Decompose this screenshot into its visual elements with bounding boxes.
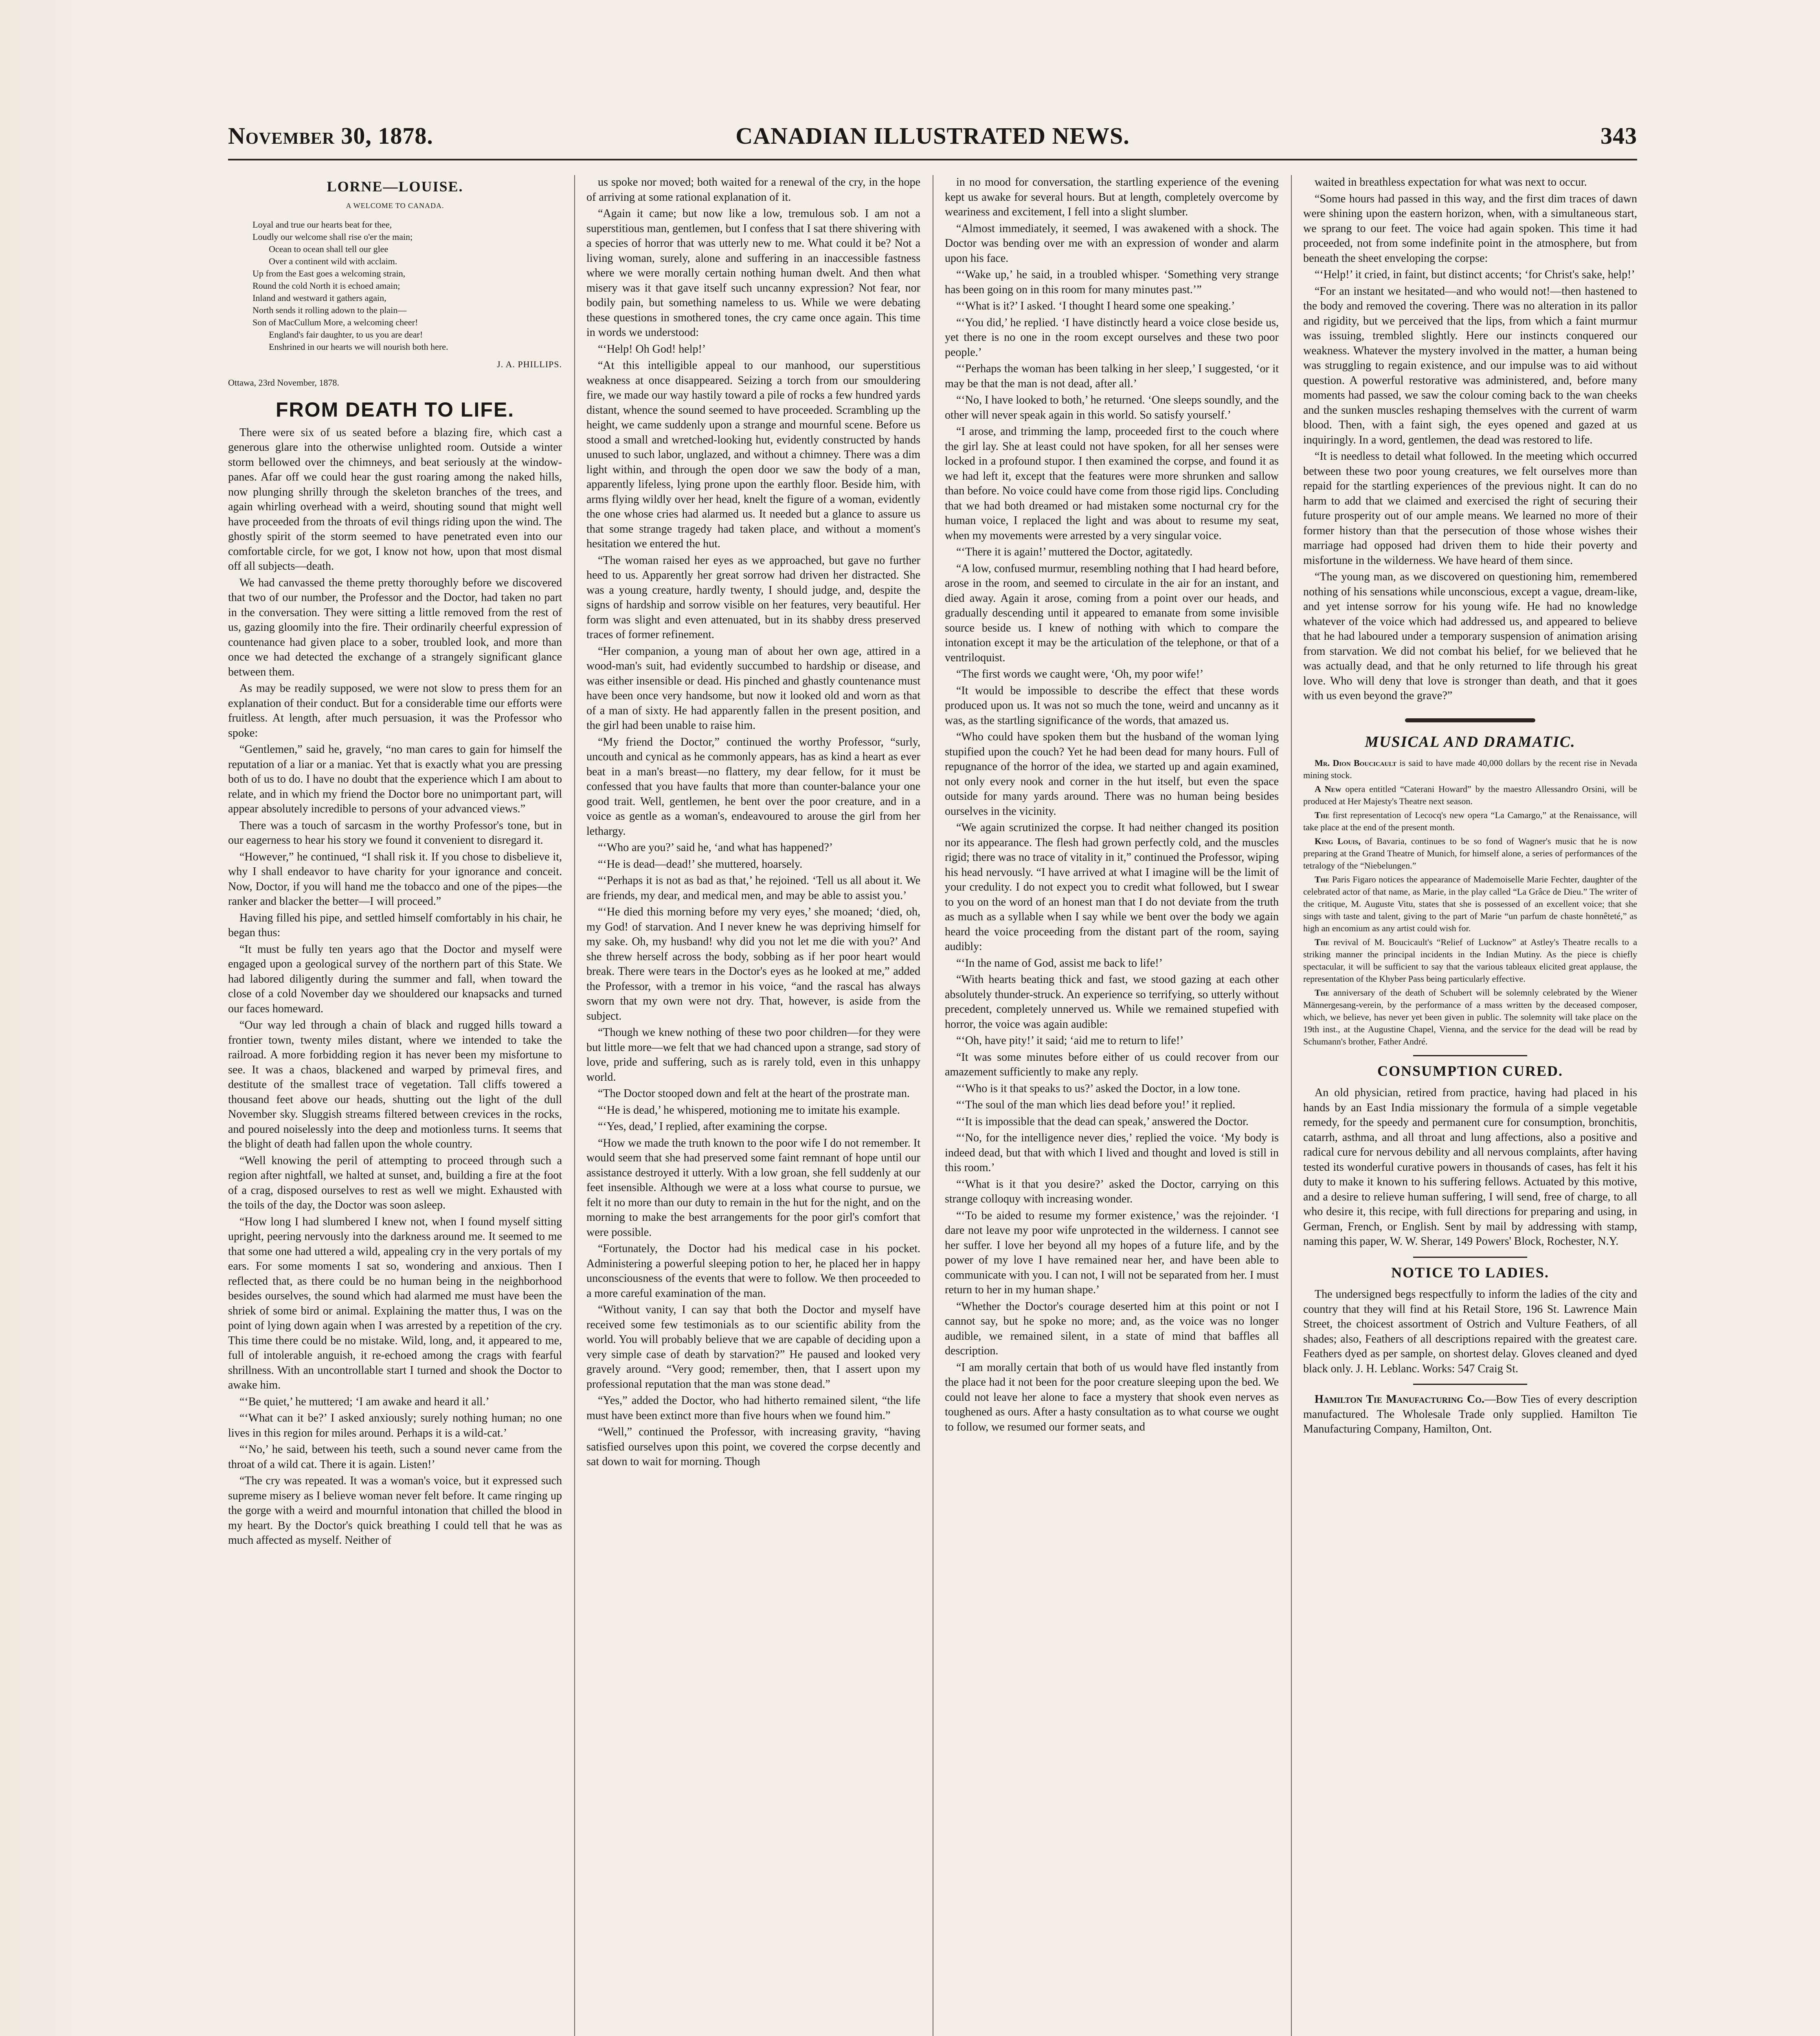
story-paragraph: “A low, confused murmur, resembling nothing that I had heard before, arose in the room, and seemed to circulate in the air for an instant, and died away. Again it arose, coming from a point over our heads, and gradually descending until it appeared to emanate from some invisible source beside us. I knew of nothing with which to compare the intonation except it may be the articulation of the telephone, or that of a ventriloquist. <box>945 562 1279 664</box>
consumption-title: CONSUMPTION CURED. <box>1377 1062 1563 1079</box>
story-paragraph: “Gentlemen,” said he, gravely, “no man cares to gain for himself the reputation of a liar or a maniac. Yet that is exactly what you are pressing both of us to do. I have no doubt that the experience which I am about to relate, and in which my friend the Doctor bore no unimportant part, will appear absolutely incredible to persons of your advanced views.” <box>228 743 562 815</box>
page-header <box>228 122 1637 151</box>
section-rule <box>1413 1055 1527 1056</box>
story-paragraph: “Well,” continued the Professor, with increasing gravity, “having satisfied ourselves upon this point, we covered the corpse decently and sat down to wait for morning. Though <box>586 1426 920 1468</box>
story-paragraph: “It is needless to detail what followed. In the meeting which occurred between these two poor young creatures, we felt ourselves more than repaid for the startling experiences of the previous night. It can do no harm to add that we claimed and exercised the right of securing their future prosperity out of our ample means. We learned no more of their former history than that the persecution of those whose wishes their marriage had opposed had driven them to hide their poverty and misfortune in the wilderness. We have heard of them since. <box>1303 450 1637 567</box>
column-divider <box>1291 175 1292 2036</box>
column-1 <box>228 175 562 2036</box>
musical-items <box>1303 757 1637 1048</box>
column-2 <box>586 175 920 2036</box>
news-item <box>1303 809 1637 834</box>
story-paragraph: “The young man, as we discovered on questioning him, remembered nothing of his sensations while unconscious, except a vague, dream-like, and yet intense sorrow for his young wife. He had no knowledge whatever of the voice which had addressed us, and appeared to believe that he had laboured under a temporary suspension of animation arising from starvation. We did not combat his belief, for we believed that he was actually dead, and that he only returned to life through his great love. Who will deny that love is stronger than death, and that it goes with us even beyond the grave?” <box>1303 570 1637 702</box>
ladies-title: NOTICE TO LADIES. <box>1391 1264 1549 1281</box>
story-paragraph: “‘He died this morning before my very eyes,’ she moaned; ‘died, oh, my God! of starvation. And I never knew he was depriving himself for my sake. Oh, my husband! why did you not let me die with you?’ And she threw herself across the body, sobbing as if her poor heart would break. There were tears in the Doctor's eyes as he looked at me,” added the Professor, with a tremor in his voice, “and the rascal has always sworn that my own were not dry. That, however, is aside from the subject. <box>586 906 920 1022</box>
poem-body <box>252 219 562 353</box>
header-rule <box>228 159 1637 160</box>
story-paragraph: “With hearts beating thick and fast, we stood gazing at each other absolutely thunder-struck. An experience so terrifying, so utterly without precedent, completely unnerved us. While we remained stupefied with horror, the voice was again audible: <box>945 973 1279 1031</box>
story-paragraph: “‘What is it that you desire?’ asked the Doctor, carrying on this strange colloquy with increasing wonder. <box>945 1178 1279 1205</box>
story-paragraph: “At this intelligible appeal to our manhood, our superstitious weakness at once disappeared. Seizing a torch from our smouldering fire, we made our way hastily toward a pile of rocks a few hundred yards distant, whence the sound seemed to have proceeded. Scrambling up the height, we came suddenly upon a strange and mournful scene. Before us stood a small and wretched-looking hut, evidently constructed by hands unused to such labor, unglazed, and without a chimney. There was a dim light within, and through the open door we saw the body of a man, apparently lifeless, lying prone upon the earthly floor. Beside him, with arms flying wildly over her head, knelt the figure of a woman, evidently the one whose cries had alarmed us. It needed but a glance to assure us that some strange tragedy had taken place, and without a moment's hesitation we entered the hut. <box>586 359 920 550</box>
story-paragraph: Having filled his pipe, and settled himself comfortably in his chair, he began thus: <box>228 911 562 939</box>
story-paragraph: “Well knowing the peril of attempting to proceed through such a region after nightfall, we halted at sunset, and, building a fire at the foot of a crag, disposed ourselves to rest as well we might. Exhausted with the toils of the day, the Doctor was soon asleep. <box>228 1154 562 1211</box>
poem-line: Round the cold North it is echoed amain; <box>252 281 400 291</box>
story-paragraph: “I arose, and trimming the lamp, proceeded first to the couch where the girl lay. She at least could not have spoken, for all her senses were locked in a profound stupor. I then examined the corpse, and found it as we had left it, except that the features were more shrunken and sallow than before. No voice could have come from those rigid lips. Concluding that we had both dreamed or had mistaken some nocturnal cry for the human voice, I replaced the light and was about to resume my seat, when my movements were arrested by a very singular voice. <box>945 425 1279 542</box>
news-item-lead: The <box>1315 937 1330 947</box>
story-paragraph: “‘Yes, dead,’ I replied, after examining the corpse. <box>598 1120 828 1133</box>
story-paragraph: “‘Help!’ it cried, in faint, but distinct accents; ‘for Christ's sake, help!’ <box>1315 268 1635 281</box>
story-paragraph: “‘You did,’ he replied. ‘I have distinctly heard a voice close beside us, yet there is no one in the room except ourselves and these two poor people.’ <box>945 316 1279 359</box>
news-item-text: first representation of Lecocq's new opera “La Camargo,” at the Renaissance, will take place at the end of the present month. <box>1303 810 1637 832</box>
news-item-lead: King Louis, <box>1315 836 1361 846</box>
poem-title: LORNE—LOUISE. <box>327 178 463 195</box>
story-paragraph: “For an instant we hesitated—and who would not!—then hastened to the body and removed the covering. There was no alteration in its pallor and rigidity, but we perceived that the lips, from which a faint murmur was issuing, trembled slightly. Here our instincts conquered our weakness. Whatever the mystery involved in the matter, a human being was struggling to regain existence, and our impulse was to aid without question. A powerful restorative was administered, and, before many moments had passed, we saw the colour coming back to the wan cheeks and the sunken muscles reshaping themselves with the current of warm blood. Then, with a faint sigh, the eyes opened and gazed at us inquiringly. In a word, gentlemen, the dead was restored to life. <box>1303 285 1637 446</box>
story-paragraph: “The cry was repeated. It was a woman's voice, but it expressed such supreme misery as I believe woman never felt before. It came ringing up the gorge with a weird and mournful intonation that chilled the blood in my heart. By the Doctor's quick breathing I could tell that he was as much affected as myself. Neither of <box>228 1474 562 1547</box>
news-item <box>1303 835 1637 872</box>
issue-date: November 30, 1878. <box>228 123 433 149</box>
news-item <box>1303 757 1637 781</box>
story-paragraph: “The woman raised her eyes as we approached, but gave no further heed to us. Apparently her great sorrow had driven her distracted. She was a young creature, hardly twenty, I should judge, and, despite the signs of hardship and sorrow visible on her features, very beautiful. Her form was slight and even attenuated, but in its shabby dress preserved traces of former refinement. <box>586 554 920 641</box>
poem-line: Up from the East goes a welcoming strain, <box>252 268 406 279</box>
consumption-body: An old physician, retired from practice, having had placed in his hands by an East India missionary the formula of a simple vegetable remedy, for the speedy and permanent cure for consumption, bronchitis, catarrh, asthma, and all throat and lung affections, also a positive and radical cure for nervous debility and all nervous complaints, after having tested its wonderful curative powers in thousands of cases, has felt it his duty to make it known to his suffering fellows. Actuated by this motive, and a desire to relieve human suffering, I will send, free of charge, to all who desire it, this recipe, with full directions for preparing and using, in German, French, or English. Sent by mail by addressing with stamp, naming this paper, W. W. Sherar, 149 Powers' Block, Rochester, N.Y. <box>1303 1086 1637 1248</box>
column-divider <box>574 175 575 2036</box>
column-3 <box>945 175 1279 2036</box>
poem-line: Over a continent wild with acclaim. <box>269 256 397 266</box>
story-paragraph: “Yes,” added the Doctor, who had hitherto remained silent, “the life must have been extinct more than five hours when we found him.” <box>586 1394 920 1422</box>
story-paragraph: “Almost immediately, it seemed, I was awakened with a shock. The Doctor was bending over me with an expression of wonder and alarm upon his face. <box>945 222 1279 265</box>
story-text <box>945 175 1279 1435</box>
story-paragraph: “‘No, for the intelligence never dies,’ replied the voice. ‘My body is indeed dead, but that with which I lived and thought and loved is still in this room.’ <box>945 1132 1279 1174</box>
story-paragraph: “‘Perhaps it is not as bad as that,’ he rejoined. ‘Tell us all about it. We are friends, my dear, and medical men, and may be able to assist you.’ <box>586 874 920 902</box>
story-paragraph: “‘Who are you?’ said he, ‘and what has happened?’ <box>598 841 833 854</box>
story-paragraph: “Though we knew nothing of these two poor children—for they were but little more—we felt that we had chanced upon a strange, sad story of love, pride and suffering, such as is rarely told, even in this unhappy world. <box>586 1026 920 1084</box>
story-paragraph: “‘He is dead,’ he whispered, motioning me to imitate his example. <box>598 1104 900 1117</box>
story-paragraph: “‘No,’ he said, between his teeth, such a sound never came from the throat of a wild cat. There it is again. Listen!’ <box>228 1443 562 1471</box>
hamilton-notice <box>1303 1392 1637 1437</box>
story-paragraph: “My friend the Doctor,” continued the worthy Professor, “surly, uncouth and cynical as he commonly appears, has as kind a heart as ever beat in a man's breast—no flattery, my dear fellow, for it must be confessed that you have faults that more than counter-balance your one good trait. Well, gentlemen, he bent over the poor creature, and in a voice as gentle as a woman's, endeavoured to arouse the girl from her lethargy. <box>586 735 920 838</box>
story-paragraph: “Again it came; but now like a low, tremulous sob. I am not a superstitious man, gentlemen, but I confess that I sat there shivering with a species of horror that was utterly new to me. What could it be? Not a living woman, surely, alone and suffering in an inaccessible fastness where we were morally certain nothing human dwelt. And then what misery was it that gave itself such uncanny expression? Not fear, nor bodily pain, but something nameless to us. While we were debating these questions in smothered tones, the cry came once again. This time in words we understood: <box>586 207 920 339</box>
ornamental-rule <box>1303 712 1637 727</box>
poem-line: Loyal and true our hearts beat for thee, <box>252 219 392 230</box>
story-paragraph: “Who could have spoken them but the husband of the woman lying stupified upon the couch? Yet he had been dead for many hours. Full of repugnance of the horror of the idea, we started up and again examined, not only every nook and corner in the hut itself, but even the space outside for many yards around. There was no human being besides ourselves in the vicinity. <box>945 731 1279 818</box>
news-item-text: anniversary of the death of Schubert will be solemnly celebrated by the Wiener Männergesang-verein, by the performance of a mass written by the deceased composer, which, we believe, has never yet been given in public. The solemnity will take place on the 19th inst., at the Augustine Chapel, Vienna, and the service for the dead will be read by Schumann's brother, Father André. <box>1303 987 1637 1047</box>
story-paragraph: “It must be fully ten years ago that the Doctor and myself were engaged upon a geological survey of the northern part of this State. We had labored diligently during the summer and fall, when toward the close of a cold November day we shouldered our knapsacks and turned our faces homeward. <box>228 943 562 1015</box>
story-paragraph: in no mood for conversation, the startling experience of the evening kept us awake for several hours. But at length, completely overcome by weariness and excitement, I fell into a slight slumber. <box>945 176 1279 218</box>
news-item <box>1303 936 1637 985</box>
story-paragraph: “‘What can it be?’ I asked anxiously; surely nothing human; no one lives in this region for miles around. Perhaps it is a wild-cat.’ <box>228 1412 562 1439</box>
news-item-lead: Mr. Dion Boucicault <box>1315 757 1396 768</box>
story-paragraph: waited in breathless expectation for what was next to occur. <box>1315 176 1587 189</box>
story-paragraph: “‘Wake up,’ he said, in a troubled whisper. ‘Something very strange has been going on in this room for many minutes past.’” <box>945 268 1279 296</box>
musical-title: MUSICAL AND DRAMATIC. <box>1365 733 1576 750</box>
story-paragraph: There was a touch of sarcasm in the worthy Professor's tone, but in our eagerness to hear his story we found it convenient to disregard it. <box>228 819 562 847</box>
news-item-text: Paris Figaro notices the appearance of Mademoiselle Marie Fechter, daughter of the celebrated actor of that name, as Marie, in the play called “La Grâce de Dieu.” The writer of the critique, M. Auguste Vitu, states that she is possessed of an excellent voice; that she sings with taste and talent, giving to the part of Marie “un parfum de chaste honnêteté,” as high an encomium as any artist could wish for. <box>1303 874 1637 933</box>
story-paragraph: “It would be impossible to describe the effect that these words produced upon us. It was not so much the tone, weird and uncanny as it was, as the startling significance of the words, that amazed us. <box>945 684 1279 727</box>
news-item-lead: A New <box>1315 783 1341 794</box>
hamilton-text: —Bow Ties of every description manufactured. The Wholesale Trade only supplied. Hamilton Tie Manufacturing Company, Hamilton, Ont. <box>1303 1393 1637 1435</box>
story-paragraph: “‘Help! Oh God! help!’ <box>598 342 706 355</box>
story-paragraph: “‘To be aided to resume my former existence,’ was the rejoinder. ‘I dare not leave my poor wife unprotected in the wilderness. I cannot see her suffer. I love her beyond all my hopes of a future life, and by the power of my love I have remained near her, and have been able to communicate with you. I can not, I will not be separated from her. I must return to her in my human shape.’ <box>945 1209 1279 1296</box>
news-item-text: is said to have made 40,000 dollars by the recent rise in Nevada mining stock. <box>1303 757 1637 780</box>
story-paragraph: “‘What is it?’ I asked. ‘I thought I heard some one speaking.’ <box>956 300 1235 312</box>
story-paragraph: “Whether the Doctor's courage deserted him at this point or not I cannot say, but he spoke no more; and, as the voice was no longer audible, we remained silent, in a state of mind that baffles all description. <box>945 1300 1279 1357</box>
news-item-text: of Bavaria, continues to be so fond of Wagner's music that he is now preparing at the Grand Theatre of Munich, for himself alone, a series of performances of the tetralogy of the “Niebelungen.” <box>1303 836 1637 871</box>
news-item <box>1303 987 1637 1048</box>
story-paragraph: “Without vanity, I can say that both the Doctor and myself have received some few testimonials as to our scientific ability from the world. You will probably believe that we are capable of deciding upon a very simple case of death by starvation?” He paused and looked very gravely around. “Very good; remember, then, that I assert upon my professional reputation that the man was stone dead.” <box>586 1303 920 1391</box>
poem-subtitle: A WELCOME TO CANADA. <box>346 201 444 210</box>
story-paragraph: “‘Be quiet,’ he muttered; ‘I am awake and heard it all.’ <box>239 1395 490 1408</box>
story-text <box>586 175 920 1470</box>
poem-line: Inland and westward it gathers again, <box>252 293 386 303</box>
story-paragraph: “The Doctor stooped down and felt at the heart of the prostrate man. <box>598 1087 910 1100</box>
news-item-text: revival of M. Boucicault's “Relief of Lucknow” at Astley's Theatre recalls to a striking manner the principal incidents in the Indian Mutiny. As the piece is chiefly spectacular, it will be sufficient to say that the various tableaux elicited great applause, the representation of the Khyber Pass being particularly effective. <box>1303 937 1637 984</box>
story-paragraph: “I am morally certain that both of us would have fled instantly from the place had it not been for the poor creature sleeping upon the bed. We could not leave her alone to face a mystery that shook even nerves as toughened as ours. After a hasty consultation as to what course we ought to follow, we resumed our former seats, and <box>945 1361 1279 1433</box>
story-paragraph: “‘No, I have looked to both,’ he returned. ‘One sleeps soundly, and the other will never speak again in this world. So satisfy yourself.’ <box>945 394 1279 421</box>
story-paragraph: “‘The soul of the man which lies dead before you!’ it replied. <box>956 1099 1236 1111</box>
news-item-lead: The <box>1315 874 1330 884</box>
poem-line: England's fair daughter, to us you are dear! <box>269 329 423 340</box>
story-paragraph: “‘He is dead—dead!’ she muttered, hoarsely. <box>598 858 803 871</box>
poem-line: Ocean to ocean shall tell our glee <box>269 244 389 254</box>
story-paragraph: “‘It is impossible that the dead can speak,’ answered the Doctor. <box>956 1115 1249 1128</box>
news-item-lead: The <box>1315 987 1330 998</box>
story-paragraph: “‘Perhaps the woman has been talking in her sleep,’ I suggested, ‘or it may be that the man is not dead, after all.’ <box>945 362 1279 390</box>
column-4 <box>1303 175 1637 2036</box>
story-paragraph: us spoke nor moved; both waited for a renewal of the cry, in the hope of arriving at some rational explanation of it. <box>586 176 920 204</box>
news-item <box>1303 783 1637 807</box>
poem-line: Enshrined in our hearts we will nourish both here. <box>269 342 448 352</box>
story-paragraph: “Fortunately, the Doctor had his medical case in his pocket. Administering a powerful sleeping potion to her, he placed her in happy unconsciousness of the events that were to follow. We then proceeded to a more careful examination of the man. <box>586 1242 920 1300</box>
story-paragraph: “‘In the name of God, assist me back to life!’ <box>956 957 1163 970</box>
story-title: FROM DEATH TO LIFE. <box>275 398 515 421</box>
story-text <box>228 426 562 1548</box>
page-number: 343 <box>1600 123 1637 149</box>
story-paragraph: “Our way led through a chain of black and rugged hills toward a frontier town, twenty miles distant, where we intended to take the railroad. A more forbidding region it has never been my misfortune to see. It was a chaos, blackened and warped by primeval fires, and destitute of the smallest trace of vegetation. Tall cliffs towered a thousand feet above our heads, shutting out the light of the dull November sky. Sluggish streams filtered between crevices in the rocks, and poured noiselessly into the deep and motionless turns. It seems that the blight of death had fallen upon the whole country. <box>228 1019 562 1150</box>
news-item-lead: The <box>1315 810 1330 820</box>
story-paragraph: “‘There it is again!’ muttered the Doctor, agitatedly. <box>956 546 1193 558</box>
page-binding-edge <box>0 0 98 2036</box>
story-paragraph: “It was some minutes before either of us could recover from our amazement sufficiently to make any reply. <box>945 1051 1279 1078</box>
hamilton-lead: Hamilton Tie Manufacturing Co. <box>1315 1393 1484 1406</box>
story-paragraph: “However,” he continued, “I shall risk it. If you chose to disbelieve it, why I shall endeavor to have charity for your ignorance and conceit. Now, Doctor, if you will hand me the tobacco and one of the pipes—the ranker and blacker the better—I will proceed.” <box>228 850 562 908</box>
story-paragraph: “‘Who is it that speaks to us?’ asked the Doctor, in a low tone. <box>956 1082 1240 1095</box>
poem-line: North sends it rolling adown to the plain— <box>252 305 407 315</box>
story-paragraph: There were six of us seated before a blazing fire, which cast a generous glare into the otherwise unlighted room. Outside a winter storm bellowed over the chimneys, and beat seriously at the window-panes. Afar off we could hear the gust roaring among the naked hills, now plunging shrilly through the skeleton branches of the trees, and again whirling overhead with a weird, shouting sound that might well have proceeded from the throats of evil things riding upon the wind. The ghostly spirit of the storm seemed to have penetrated even into our comfortable circle, for we got, I know not how, upon that most dismal off all subjects—death. <box>228 426 562 573</box>
story-paragraph: As may be readily supposed, we were not slow to press them for an explanation of their conduct. But for a considerable time our efforts were fruitless. At length, after much persuasion, it was the Professor who spoke: <box>228 682 562 739</box>
story-paragraph: “‘Oh, have pity!’ it said; ‘aid me to return to life!’ <box>956 1034 1184 1047</box>
story-paragraph: “Some hours had passed in this way, and the first dim traces of dawn were shining upon the eastern horizon, when, with a simultaneous start, we sprang to our feet. The voice had again spoken. This time it had proceeded, not from some indefinite point in the atmosphere, but from beneath the sheet enveloping the corpse: <box>1303 192 1637 265</box>
story-paragraph: “How long I had slumbered I knew not, when I found myself sitting upright, peering nervously into the darkness around me. It seemed to me that some one had uttered a wild, appealing cry in the very portals of my ears. For some moments I sat so, wondering and anxious. Then I reflected that, as there could be no human being in the neighborhood besides ourselves, the sound which had alarmed me must have been the shriek of some bird or animal. Explaining the matter thus, I was on the point of lying down again when I was arrested by a repetition of the cry. This time there could be no mistake. Wild, long, and, it appeared to me, full of intolerable anguish, it re-echoed among the crags with fearful shrillness. With an uncontrollable start I turned and shook the Doctor to awake him. <box>228 1215 562 1391</box>
story-paragraph: “How we made the truth known to the poor wife I do not remember. It would seem that she had preserved some faint remnant of hope until our assistance destroyed it utterly. With a low groan, she fell suddenly at our feet insensible. Although we were at a loss what course to pursue, we felt it no more than our duty to remain in the hut for the night, and on the morning to make the best arrangements for the poor girl's comfort that were possible. <box>586 1136 920 1239</box>
poem-line: Son of MacCullum More, a welcoming cheer! <box>252 317 418 327</box>
newspaper-title: CANADIAN ILLUSTRATED NEWS. <box>735 123 1130 149</box>
poem-dateline: Ottawa, 23rd November, 1878. <box>228 377 339 388</box>
section-rule <box>1413 1257 1527 1258</box>
poem-author: J. A. PHILLIPS. <box>497 359 562 369</box>
story-paragraph: “The first words we caught were, ‘Oh, my poor wife!’ <box>956 668 1204 680</box>
poem-line: Loudly our welcome shall rise o'er the main; <box>252 232 413 242</box>
ladies-body: The undersigned begs respectfully to inform the ladies of the city and country that they will find at his Retail Store, 196 St. Lawrence Main Street, the choicest assortment of Ostrich and Vulture Feathers, of all shades; also, Feathers of all descriptions repaired with the greatest care. Feathers dyed as per sample, on shortest delay. Gloves cleaned and dyed black only. J. H. Leblanc. Works: 547 Craig St. <box>1303 1288 1637 1375</box>
story-paragraph: We had canvassed the theme pretty thoroughly before we discovered that two of our number, the Professor and the Doctor, had taken no part in the conversation. They were sitting a little removed from the rest of us, gazing gloomily into the fire. Their ordinarily cheerful expression of countenance had given place to a sober, troubled look, and more than once we had detected the exchange of a strangely significant glance between them. <box>228 576 562 678</box>
section-rule <box>1413 1384 1527 1385</box>
news-item-text: opera entitled “Caterani Howard” by the maestro Allessandro Orsini, will be produced at Her Majesty's Theatre next season. <box>1303 783 1637 806</box>
news-item <box>1303 873 1637 935</box>
story-paragraph: “We again scrutinized the corpse. It had neither changed its position nor its appearance. The flesh had grown perfectly cold, and the muscles rigid; there was no trace of vitality in it,” continued the Professor, wiping his head nervously. “I have arrived at what I imagine will be the limit of your credulity. I do not expect you to credit what followed, but I swear to you on the word of an honest man that I do not deviate from the truth as much as a syllable when I say while we bent over the body we again heard the voice proceeding from the distant part of the room, saying audibly: <box>945 821 1279 953</box>
story-text <box>1303 175 1637 704</box>
story-paragraph: “Her companion, a young man of about her own age, attired in a wood-man's suit, had evidently succumbed to hardship or disease, and was either insensible or dead. His pinched and ghastly countenance must have been once very handsome, but now it looked old and worn as that of a man of sixty. He had apparently fallen in the present position, and the girl had been unable to raise him. <box>586 645 920 732</box>
